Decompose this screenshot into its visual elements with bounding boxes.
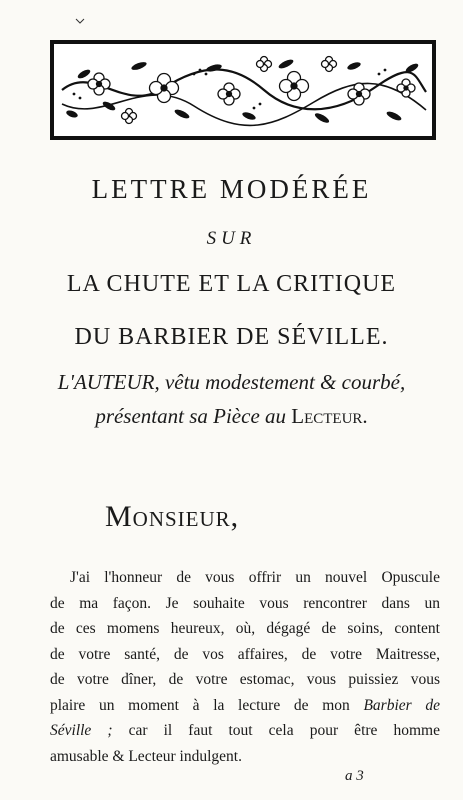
body-line-4: de votre santé, de vos affaires, de votre Maitresse, xyxy=(50,645,440,663)
title-line-3: LA CHUTE ET LA CRITIQUE xyxy=(66,271,397,297)
title-line-1: LETTRE MODÉRÉE xyxy=(91,174,372,204)
body-line-1: J'ai l'honneur de vous offrir un nouvel Opuscule xyxy=(70,569,440,586)
body-line-3: de ces momens heureux, où, dégagé de soins, content xyxy=(50,620,440,637)
body-line-7-text: car il faut tout cela pour être homme xyxy=(128,722,440,739)
body-line-5: de votre dîner, de votre estomac, vous puissiez vous xyxy=(50,671,440,688)
body-line-7 xyxy=(50,718,440,744)
title-line-4: DU BARBIER DE SÉVILLE. xyxy=(74,324,389,350)
salutation: Monsieur, xyxy=(105,500,240,533)
floral-vine-icon xyxy=(54,44,432,136)
body-line-2: de ma façon. Je souhaite vous rencontrer dans un xyxy=(50,594,440,612)
body-line-6 xyxy=(50,693,440,719)
floral-headpiece xyxy=(50,40,436,140)
body-line-6-title: Barbier de xyxy=(363,696,440,714)
subtitle-line-2-text: présentant sa Pièce au xyxy=(95,404,292,428)
body-line-8: amusable & Lecteur indulgent. xyxy=(50,747,242,765)
subtitle-line-1: L'AUTEUR, vêtu modestement & courbé, xyxy=(57,370,406,394)
subtitle-lecteur: Lecteur. xyxy=(291,404,368,428)
ink-mark xyxy=(75,18,85,24)
subtitle-line-2 xyxy=(0,404,463,429)
body-paragraph xyxy=(50,565,440,769)
title-line-2: SUR xyxy=(206,228,257,249)
signature-mark: a 3 xyxy=(345,768,364,784)
body-line-7-title: Séville ; xyxy=(50,722,113,739)
body-line-6-text: plaire un moment à la lecture de mon xyxy=(50,696,350,714)
